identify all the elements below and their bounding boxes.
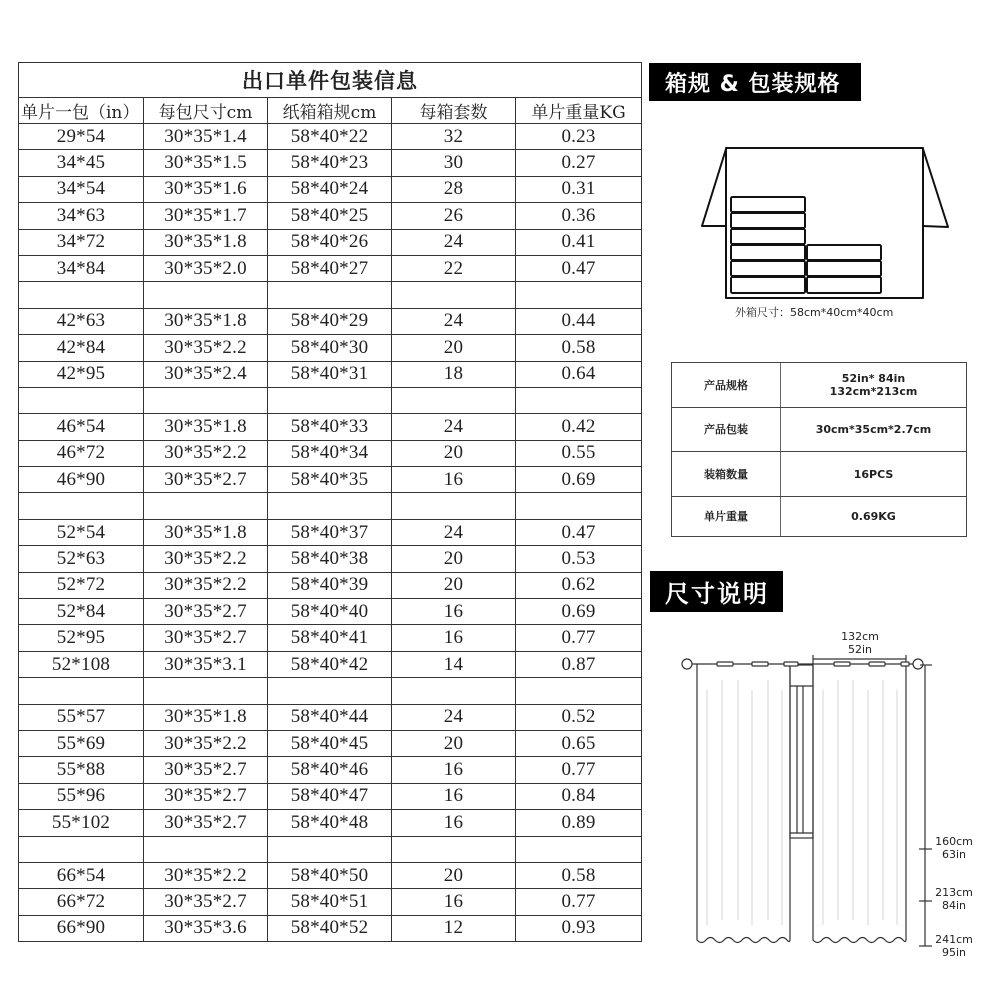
cell-sets-per-carton: 18 (392, 361, 516, 387)
cell-pack-size: 30*35*3.6 (144, 915, 268, 941)
cell-unit-weight: 0.31 (516, 176, 642, 202)
cell-pack-size: 30*35*3.1 (144, 651, 268, 677)
cell-size-in (19, 836, 144, 862)
cell-unit-weight (516, 678, 642, 704)
height-in: 95in (941, 946, 967, 959)
cell-carton-size: 58*40*22 (268, 124, 392, 150)
column-header-pack-size: 每包尺寸cm (144, 98, 268, 124)
cell-size-in: 34*72 (19, 229, 144, 255)
cell-carton-size: 58*40*37 (268, 519, 392, 545)
table-row (19, 440, 642, 466)
cell-sets-per-carton: 20 (392, 546, 516, 572)
cell-pack-size: 30*35*1.8 (144, 519, 268, 545)
cell-sets-per-carton: 24 (392, 704, 516, 730)
table-separator-row (19, 387, 642, 413)
cell-sets-per-carton: 12 (392, 915, 516, 941)
table-row (19, 599, 642, 625)
cell-size-in: 52*95 (19, 625, 144, 651)
cell-sets-per-carton: 16 (392, 599, 516, 625)
table-row (19, 467, 642, 493)
table-row (19, 757, 642, 783)
table-separator-row (19, 836, 642, 862)
cell-carton-size: 58*40*30 (268, 335, 392, 361)
cell-sets-per-carton: 28 (392, 176, 516, 202)
cell-sets-per-carton: 20 (392, 572, 516, 598)
cell-carton-size: 58*40*31 (268, 361, 392, 387)
table-row (19, 229, 642, 255)
cell-pack-size: 30*35*2.2 (144, 572, 268, 598)
table-row (19, 730, 642, 756)
curtain-height-label-3 (928, 933, 980, 959)
cell-sets-per-carton (392, 493, 516, 519)
cell-pack-size: 30*35*2.2 (144, 546, 268, 572)
cell-sets-per-carton (392, 282, 516, 308)
table-row (19, 124, 642, 150)
cell-pack-size (144, 493, 268, 519)
cell-size-in (19, 387, 144, 413)
table-row (19, 308, 642, 334)
table-row (19, 625, 642, 651)
height-cm: 213cm (935, 886, 973, 899)
cell-sets-per-carton: 24 (392, 308, 516, 334)
table-row (19, 361, 642, 387)
cell-sets-per-carton: 16 (392, 783, 516, 809)
cell-unit-weight: 0.69 (516, 467, 642, 493)
cell-sets-per-carton (392, 678, 516, 704)
cell-size-in: 42*63 (19, 308, 144, 334)
cell-pack-size: 30*35*2.7 (144, 757, 268, 783)
curtain-height-label-2 (928, 886, 980, 912)
table-separator-row (19, 493, 642, 519)
table-row (19, 414, 642, 440)
cell-size-in: 55*102 (19, 810, 144, 836)
cell-size-in: 66*90 (19, 915, 144, 941)
right-flap (923, 149, 948, 227)
cell-carton-size (268, 387, 392, 413)
cell-pack-size: 30*35*2.7 (144, 599, 268, 625)
spec-value (781, 363, 967, 408)
cell-pack-size: 30*35*2.7 (144, 889, 268, 915)
cell-size-in: 55*88 (19, 757, 144, 783)
cell-size-in (19, 678, 144, 704)
cell-carton-size: 58*40*26 (268, 229, 392, 255)
cell-size-in: 42*95 (19, 361, 144, 387)
cell-carton-size: 58*40*41 (268, 625, 392, 651)
cell-carton-size: 58*40*50 (268, 862, 392, 888)
cell-unit-weight: 0.47 (516, 519, 642, 545)
cell-sets-per-carton: 16 (392, 467, 516, 493)
cell-sets-per-carton: 20 (392, 862, 516, 888)
table-row (19, 150, 642, 176)
cell-sets-per-carton (392, 836, 516, 862)
cell-pack-size: 30*35*2.7 (144, 810, 268, 836)
cell-unit-weight: 0.65 (516, 730, 642, 756)
cell-sets-per-carton (392, 387, 516, 413)
cell-unit-weight: 0.84 (516, 783, 642, 809)
cell-size-in: 34*63 (19, 203, 144, 229)
cell-size-in: 34*45 (19, 150, 144, 176)
cell-unit-weight: 0.77 (516, 889, 642, 915)
cell-size-in: 52*108 (19, 651, 144, 677)
cell-pack-size (144, 282, 268, 308)
curtain-height-label-1 (928, 835, 980, 861)
height-in: 84in (941, 899, 967, 912)
cell-sets-per-carton: 16 (392, 625, 516, 651)
cell-sets-per-carton: 24 (392, 414, 516, 440)
cell-unit-weight: 0.69 (516, 599, 642, 625)
spec-label: 装箱数量 (672, 452, 781, 497)
width-in: 52in (847, 643, 873, 656)
height-cm: 160cm (935, 835, 973, 848)
spec-label: 单片重量 (672, 497, 781, 537)
cell-carton-size: 58*40*44 (268, 704, 392, 730)
cell-carton-size: 58*40*51 (268, 889, 392, 915)
cell-pack-size (144, 678, 268, 704)
column-header-unit-weight: 单片重量KG (516, 98, 642, 124)
cell-carton-size: 58*40*25 (268, 203, 392, 229)
cell-carton-size: 58*40*24 (268, 176, 392, 202)
table-row (19, 810, 642, 836)
column-header-sets-per-carton: 每箱套数 (392, 98, 516, 124)
cell-carton-size: 58*40*29 (268, 308, 392, 334)
cell-unit-weight: 0.27 (516, 150, 642, 176)
table-row (19, 546, 642, 572)
spec-row-product-size (672, 363, 967, 408)
cell-pack-size: 30*35*2.7 (144, 783, 268, 809)
cell-carton-size (268, 836, 392, 862)
cell-carton-size: 58*40*27 (268, 255, 392, 281)
cell-pack-size: 30*35*1.8 (144, 414, 268, 440)
table-row (19, 704, 642, 730)
product-spec-table (671, 362, 967, 537)
cell-unit-weight (516, 282, 642, 308)
box-spec-section-header: 箱规 & 包装规格 (649, 63, 861, 101)
cell-pack-size: 30*35*1.7 (144, 203, 268, 229)
spec-value-line: 52in* 84in (841, 372, 906, 385)
width-cm: 132cm (841, 630, 879, 643)
table-row (19, 783, 642, 809)
table-row (19, 203, 642, 229)
cell-unit-weight: 0.77 (516, 625, 642, 651)
size-section-header: 尺寸说明 (650, 571, 783, 612)
cell-unit-weight: 0.58 (516, 862, 642, 888)
cell-carton-size: 58*40*47 (268, 783, 392, 809)
cell-unit-weight: 0.77 (516, 757, 642, 783)
cell-size-in: 46*72 (19, 440, 144, 466)
cell-carton-size (268, 282, 392, 308)
spec-value: 16PCS (781, 452, 967, 497)
cell-unit-weight: 0.42 (516, 414, 642, 440)
cell-size-in: 46*54 (19, 414, 144, 440)
cell-pack-size (144, 836, 268, 862)
cell-size-in: 46*90 (19, 467, 144, 493)
cell-unit-weight: 0.41 (516, 229, 642, 255)
cell-unit-weight: 0.62 (516, 572, 642, 598)
spec-row-unit-weight (672, 497, 967, 537)
cell-size-in: 34*54 (19, 176, 144, 202)
spec-label: 产品规格 (672, 363, 781, 408)
cell-sets-per-carton: 26 (392, 203, 516, 229)
cell-sets-per-carton: 24 (392, 519, 516, 545)
cell-sets-per-carton: 20 (392, 335, 516, 361)
cell-size-in: 52*54 (19, 519, 144, 545)
cell-size-in: 66*72 (19, 889, 144, 915)
cell-pack-size: 30*35*1.8 (144, 704, 268, 730)
column-header-size-in: 单片一包（in） (19, 98, 144, 124)
cell-carton-size: 58*40*23 (268, 150, 392, 176)
table-row (19, 651, 642, 677)
cell-size-in: 55*57 (19, 704, 144, 730)
cell-unit-weight: 0.53 (516, 546, 642, 572)
cell-unit-weight: 0.55 (516, 440, 642, 466)
cell-carton-size: 58*40*48 (268, 810, 392, 836)
spec-value-line: 132cm*213cm (829, 385, 918, 398)
cell-size-in: 52*84 (19, 599, 144, 625)
carton-diagram-icon (695, 140, 960, 305)
cell-carton-size (268, 493, 392, 519)
cell-pack-size: 30*35*2.7 (144, 467, 268, 493)
cell-unit-weight: 0.93 (516, 915, 642, 941)
cell-sets-per-carton: 22 (392, 255, 516, 281)
cell-sets-per-carton: 16 (392, 810, 516, 836)
cell-carton-size: 58*40*40 (268, 599, 392, 625)
cell-pack-size: 30*35*2.7 (144, 625, 268, 651)
cell-unit-weight: 0.87 (516, 651, 642, 677)
table-separator-row (19, 282, 642, 308)
cell-pack-size: 30*35*2.2 (144, 440, 268, 466)
cell-unit-weight (516, 493, 642, 519)
cell-pack-size: 30*35*2.2 (144, 335, 268, 361)
cell-unit-weight (516, 836, 642, 862)
spec-value: 30cm*35cm*2.7cm (781, 408, 967, 452)
height-in: 63in (941, 848, 967, 861)
curtain-diagram-icon (670, 620, 1000, 965)
cell-pack-size: 30*35*1.8 (144, 229, 268, 255)
cell-unit-weight: 0.23 (516, 124, 642, 150)
cell-unit-weight: 0.89 (516, 810, 642, 836)
cell-pack-size: 30*35*2.4 (144, 361, 268, 387)
cell-carton-size: 58*40*35 (268, 467, 392, 493)
cell-carton-size: 58*40*38 (268, 546, 392, 572)
cell-size-in: 42*84 (19, 335, 144, 361)
spec-label: 产品包装 (672, 408, 781, 452)
cell-sets-per-carton: 24 (392, 229, 516, 255)
cell-sets-per-carton: 20 (392, 440, 516, 466)
cell-pack-size: 30*35*1.8 (144, 308, 268, 334)
cell-size-in (19, 493, 144, 519)
cell-size-in: 52*72 (19, 572, 144, 598)
cell-pack-size: 30*35*1.4 (144, 124, 268, 150)
cell-carton-size: 58*40*39 (268, 572, 392, 598)
table-row (19, 335, 642, 361)
column-header-carton-size: 纸箱箱规cm (268, 98, 392, 124)
cell-size-in: 55*96 (19, 783, 144, 809)
cell-size-in: 34*84 (19, 255, 144, 281)
cell-unit-weight: 0.52 (516, 704, 642, 730)
cell-carton-size: 58*40*42 (268, 651, 392, 677)
cell-sets-per-carton: 30 (392, 150, 516, 176)
cell-size-in: 66*54 (19, 862, 144, 888)
left-flap (702, 149, 726, 226)
spec-value: 0.69KG (781, 497, 967, 537)
cell-pack-size: 30*35*2.2 (144, 730, 268, 756)
cell-unit-weight (516, 387, 642, 413)
cell-size-in: 52*63 (19, 546, 144, 572)
table-title: 出口单件包装信息 (19, 63, 642, 98)
cell-unit-weight: 0.58 (516, 335, 642, 361)
cell-pack-size (144, 387, 268, 413)
carton-size-caption: 外箱尺寸：58cm*40cm*40cm (735, 306, 894, 319)
cell-carton-size: 58*40*46 (268, 757, 392, 783)
cell-size-in (19, 282, 144, 308)
height-cm: 241cm (935, 933, 973, 946)
table-row (19, 176, 642, 202)
table-row (19, 255, 642, 281)
spec-row-packaging (672, 408, 967, 452)
cell-carton-size: 58*40*33 (268, 414, 392, 440)
cell-pack-size: 30*35*1.6 (144, 176, 268, 202)
cell-unit-weight: 0.64 (516, 361, 642, 387)
cell-pack-size: 30*35*2.2 (144, 862, 268, 888)
curtain-width-label (820, 630, 900, 656)
table-row (19, 915, 642, 941)
spec-row-carton-qty (672, 452, 967, 497)
cell-unit-weight: 0.36 (516, 203, 642, 229)
cell-pack-size: 30*35*1.5 (144, 150, 268, 176)
cell-size-in: 29*54 (19, 124, 144, 150)
table-row (19, 862, 642, 888)
cell-sets-per-carton: 16 (392, 889, 516, 915)
cell-carton-size: 58*40*45 (268, 730, 392, 756)
table-row (19, 519, 642, 545)
cell-unit-weight: 0.47 (516, 255, 642, 281)
cell-carton-size: 58*40*34 (268, 440, 392, 466)
table-row (19, 572, 642, 598)
cell-size-in: 55*69 (19, 730, 144, 756)
export-packaging-table (18, 62, 642, 942)
cell-sets-per-carton: 20 (392, 730, 516, 756)
cell-sets-per-carton: 16 (392, 757, 516, 783)
table-separator-row (19, 678, 642, 704)
cell-unit-weight: 0.44 (516, 308, 642, 334)
cell-carton-size (268, 678, 392, 704)
cell-carton-size: 58*40*52 (268, 915, 392, 941)
table-header-row (19, 98, 642, 124)
cell-sets-per-carton: 14 (392, 651, 516, 677)
cell-sets-per-carton: 32 (392, 124, 516, 150)
table-row (19, 889, 642, 915)
cell-pack-size: 30*35*2.0 (144, 255, 268, 281)
